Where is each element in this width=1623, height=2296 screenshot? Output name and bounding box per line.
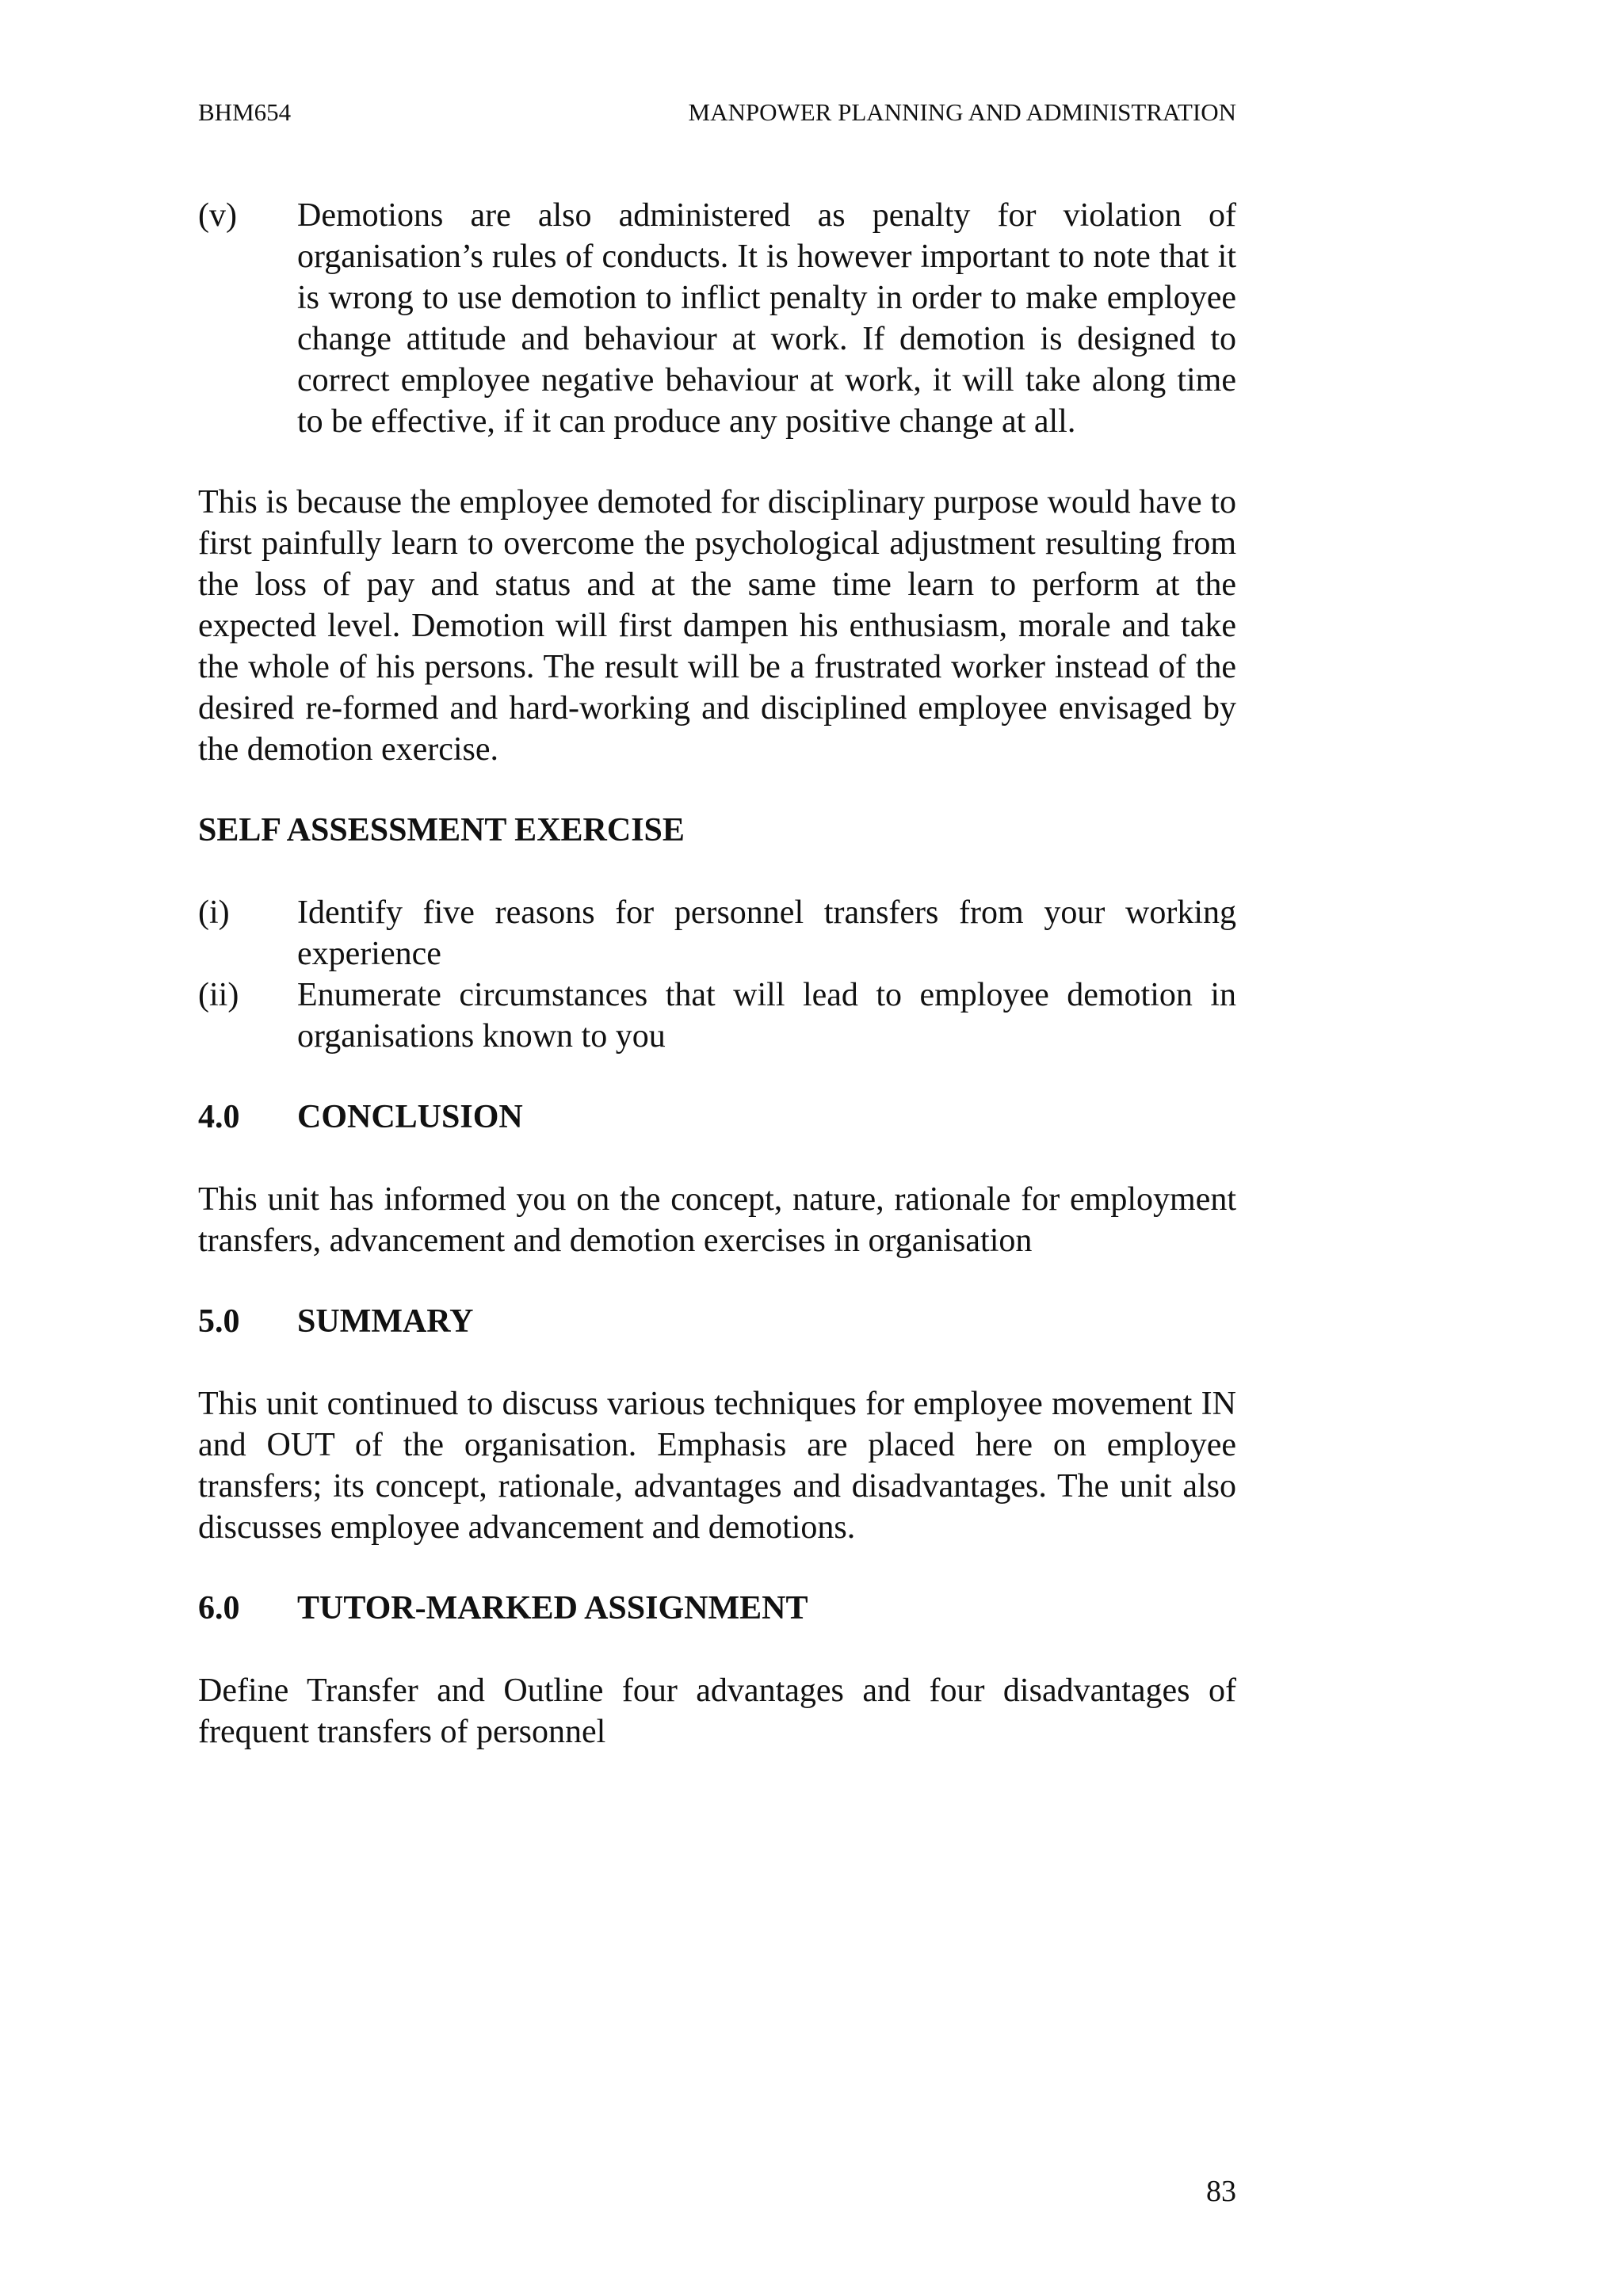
list-marker: (ii) (198, 977, 239, 1013)
course-code: BHM654 (198, 98, 292, 126)
list-item-text: Identify five reasons for personnel transfers from your working experience (297, 894, 1236, 972)
section-number: 6.0 (198, 1590, 240, 1627)
summary-paragraph: This unit continued to discuss various techniques for employee movement IN and OUT of the organisation. Emphasis are placed here on employee transfers; its concept, rationale, advantages and disadvantages. The unit also discusses employee advancement and demotions. (198, 1386, 1236, 1546)
self-assessment-title: SELF ASSESSMENT EXERCISE (198, 812, 685, 849)
section-title: SUMMARY (297, 1303, 474, 1340)
list-item-text: Demotions are also administered as penalty for violation of organisation’s rules of conducts. It is however important to note that it is wrong to use demotion to inflict penalty in order to make employee change attitude and behaviour at work. If demotion is designed to correct employee negative behaviour at work, it will take along time to be effective, if it can produce any positive change at all. (297, 197, 1236, 440)
body-paragraph: This is because the employee demoted for disciplinary purpose would have to first painfully learn to overcome the psychological adjustment resulting from the loss of pay and status and at the same time learn to perform at the expected level. Demotion will first dampen his enthusiasm, morale and take the whole of his persons. The result will be a frustrated worker instead of the desired re-formed and hard-working and disciplined employee envisaged by the demotion exercise. (198, 484, 1236, 768)
section-heading-tma (198, 1588, 1236, 1629)
page-number: 83 (1206, 2175, 1236, 2208)
list-marker: (i) (198, 894, 230, 931)
exercise-item-2 (198, 974, 1236, 1057)
conclusion-paragraph: This unit has informed you on the concept, nature, rationale for employment transfers, advancement and demotion exercises in organisation (198, 1181, 1236, 1259)
section-number: 5.0 (198, 1303, 240, 1340)
section-heading-summary (198, 1301, 1236, 1342)
page-content (198, 195, 1236, 1753)
list-item-v (198, 195, 1236, 442)
course-title: MANPOWER PLANNING AND ADMINISTRATION (688, 98, 1236, 126)
running-header (198, 97, 1236, 128)
section-title: CONCLUSION (297, 1099, 523, 1135)
section-title: TUTOR-MARKED ASSIGNMENT (297, 1590, 808, 1627)
section-number: 4.0 (198, 1099, 240, 1135)
tma-paragraph: Define Transfer and Outline four advantages and four disadvantages of frequent transfers of personnel (198, 1672, 1236, 1750)
list-item-text: Enumerate circumstances that will lead to employee demotion in organisations known to you (297, 977, 1236, 1055)
section-heading-conclusion (198, 1097, 1236, 1138)
exercise-item-1 (198, 892, 1236, 974)
list-marker: (v) (198, 197, 237, 234)
